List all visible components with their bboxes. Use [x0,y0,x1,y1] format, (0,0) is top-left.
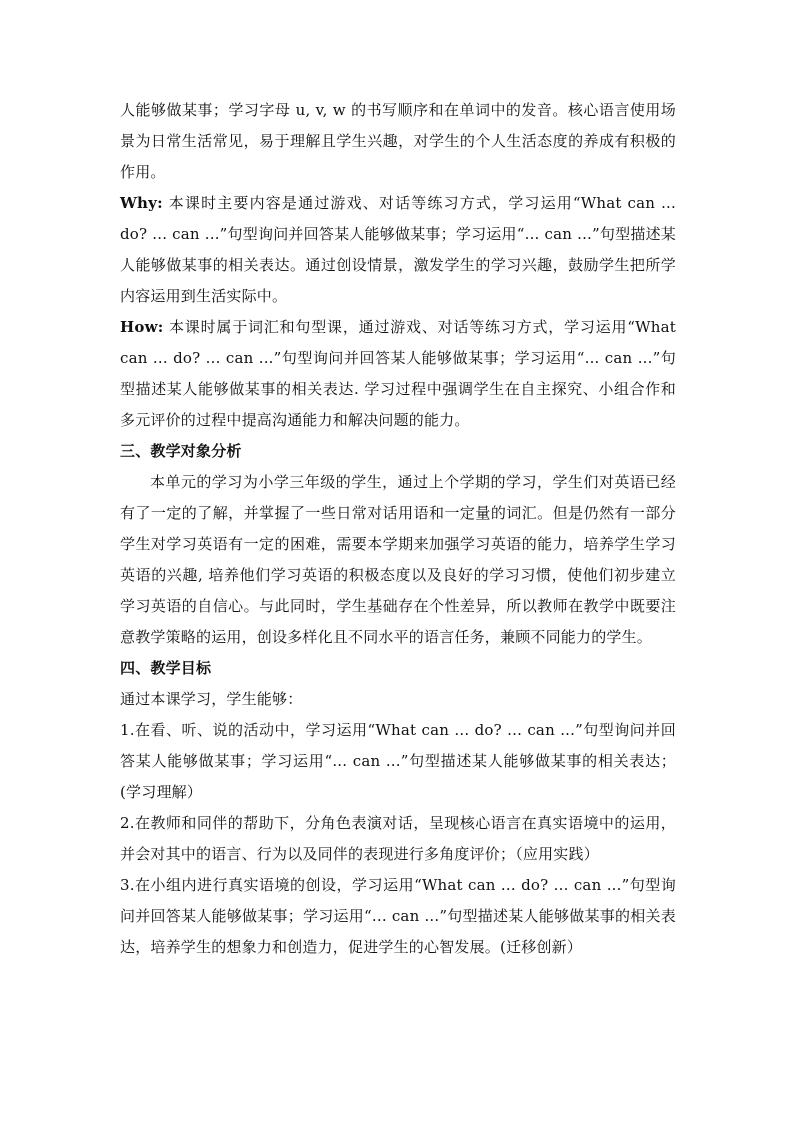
section-3-paragraph: 本单元的学习为小学三年级的学生，通过上个学期的学习，学生们对英语已经有了一定的了解，并掌握了一些日常对话用语和一定量的词汇。但是仍然有一部分学生对学习英语有一定的困难，需要本学期来加强学习英语的能力，培养学生学习英语的兴趣, 培养他们学习英语的积极态度以及良好的学习习惯，使他们初步建立学习英语的自信心。与此同时，学生基础存在个性差异，所以教师在教学中既要注意教学策略的运用，创设多样化且不同水平的语言任务，兼顾不同能力的学生。 [120,473,676,646]
goal-item-2: 2.在教师和同伴的帮助下，分角色表演对话，呈现核心语言在真实语境中的运用，并会对其中的语言、行为以及同伴的表现进行多角度评价；（应用实践） [120,814,676,863]
section-3-heading: 三、教学对象分析 [120,442,242,460]
why-paragraph [120,188,676,312]
section-4-heading: 四、教学目标 [120,659,212,677]
what-paragraph-continued: 人能够做某事；学习字母 u, v, w 的书写顺序和在单词中的发音。核心语言使用场景为日常生活常见，易于理解且学生兴趣，对学生的个人生活态度的养成有积极的作用。 [120,101,676,181]
how-paragraph [120,312,676,436]
goal-item-3: 3.在小组内进行真实语境的创设，学习运用“What can ... do? ... can ...”句型询问并回答某人能够做某事；学习运用“... can ...”句型描述某人能够做某事的相关表达，培养学生的想象力和创造力，促进学生的心智发展。(迁移创新） [120,876,676,956]
why-text: 本课时主要内容是通过游戏、对话等练习方式，学习运用“What can ... do? ... can ...”句型询问并回答某人能够做某事；学习运用“... can ...”句型描述某人能够做某事的相关表达。通过创设情景，激发学生的学习兴趣，鼓励学生把所学内容运用到生活实际中。 [120,194,676,305]
section-4-intro: 通过本课学习，学生能够： [120,690,303,708]
why-label: Why: [120,194,163,212]
how-text: 本课时属于词汇和句型课，通过游戏、对话等练习方式，学习运用“What can ... do? ... can ...”句型询问并回答某人能够做某事；学习运用“... can ...”句型描述某人能够做某事的相关表达. 学习过程中强调学生在自主探究、小组合作和多元评价的过程中提高沟通能力和解决问题的能力。 [120,318,676,429]
how-label: How: [120,318,164,336]
document-body [120,95,676,963]
goal-item-1: 1.在看、听、说的活动中，学习运用“What can ... do? ... can ...”句型询问并回答某人能够做某事；学习运用“... can ...”句型描述某人能够做某事的相关表达；(学习理解） [120,721,676,801]
